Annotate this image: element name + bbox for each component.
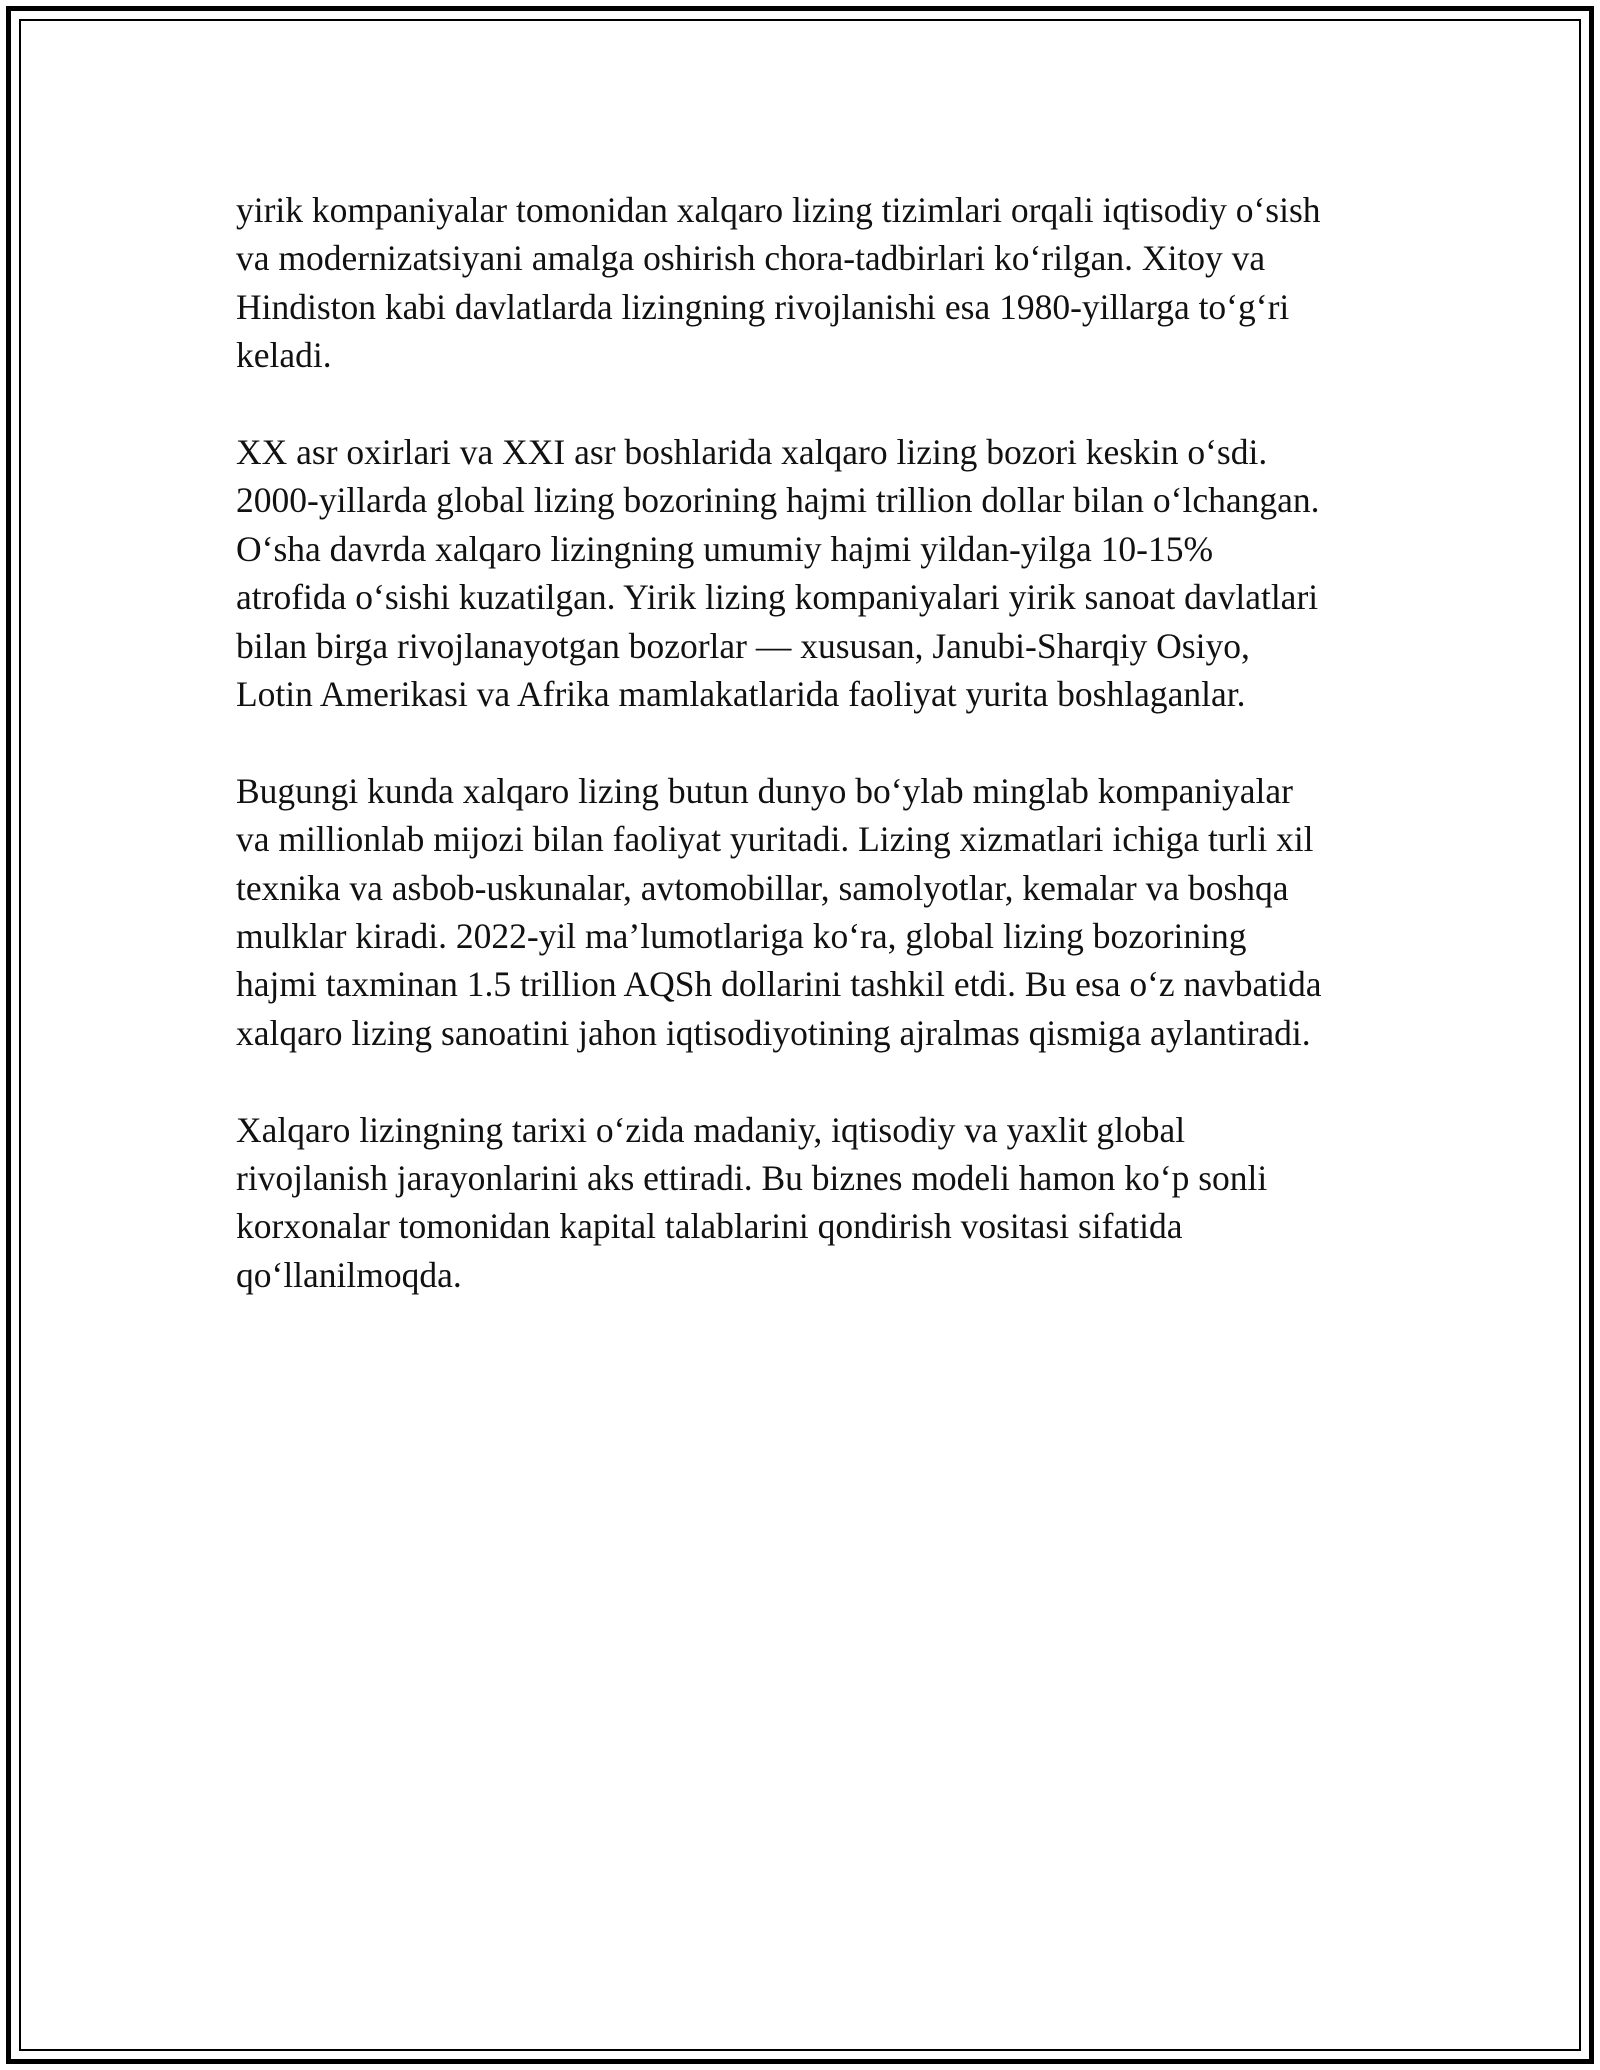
text-line: O‘sha davrda xalqaro lizingning umumiy hajmi yildan-yilga 10-15%: [236, 528, 1214, 569]
text-line: Lotin Amerikasi va Afrika mamlakatlarida faoliyat yurita boshlaganlar.: [236, 674, 1246, 715]
text-line: rivojlanish jarayonlarini aks ettiradi. Bu biznes modeli hamon ko‘p sonli: [236, 1158, 1268, 1199]
text-line: Hindiston kabi davlatlarda lizingning rivojlanishi esa 1980-yillarga to‘g‘ri: [236, 286, 1290, 327]
text-line: mulklar kiradi. 2022-yil ma’lumotlariga ko‘ra, global lizing bozorining: [236, 916, 1247, 957]
text-line: korxonalar tomonidan kapital talablarini qondirish vositasi sifatida: [236, 1206, 1183, 1247]
text-line: texnika va asbob-uskunalar, avtomobillar, samolyotlar, kemalar va boshqa: [236, 867, 1289, 908]
text-line: keladi.: [236, 335, 332, 376]
text-line: va modernizatsiyani amalga oshirish chora-tadbirlari ko‘rilgan. Xitoy va: [236, 238, 1266, 279]
paragraph-3: [236, 767, 1366, 1057]
text-line: XX asr oxirlari va XXI asr boshlarida xalqaro lizing bozori keskin o‘sdi.: [236, 432, 1268, 473]
text-line: bilan birga rivojlanayotgan bozorlar — xususan, Janubi-Sharqiy Osiyo,: [236, 625, 1250, 666]
text-line: Bugungi kunda xalqaro lizing butun dunyo bo‘ylab minglab kompaniyalar: [236, 770, 1293, 811]
paragraph-2: [236, 428, 1366, 718]
document-body: [236, 186, 1366, 1348]
text-line: xalqaro lizing sanoatini jahon iqtisodiyotining ajralmas qismiga aylantiradi.: [236, 1012, 1311, 1053]
text-line: Xalqaro lizingning tarixi o‘zida madaniy, iqtisodiy va yaxlit global: [236, 1109, 1186, 1150]
text-line: 2000-yillarda global lizing bozorining hajmi trillion dollar bilan o‘lchangan.: [236, 480, 1320, 521]
text-line: va millionlab mijozi bilan faoliyat yuritadi. Lizing xizmatlari ichiga turli xil: [236, 819, 1314, 860]
paragraph-1: [236, 186, 1366, 380]
paragraph-4: [236, 1106, 1366, 1300]
text-line: yirik kompaniyalar tomonidan xalqaro lizing tizimlari orqali iqtisodiy o‘sish: [236, 190, 1321, 230]
text-line: qo‘llanilmoqda.: [236, 1254, 462, 1295]
text-line: hajmi taxminan 1.5 trillion AQSh dollarini tashkil etdi. Bu esa o‘z navbatida: [236, 964, 1322, 1005]
text-line: atrofida o‘sishi kuzatilgan. Yirik lizing kompaniyalari yirik sanoat davlatlari: [236, 577, 1319, 618]
